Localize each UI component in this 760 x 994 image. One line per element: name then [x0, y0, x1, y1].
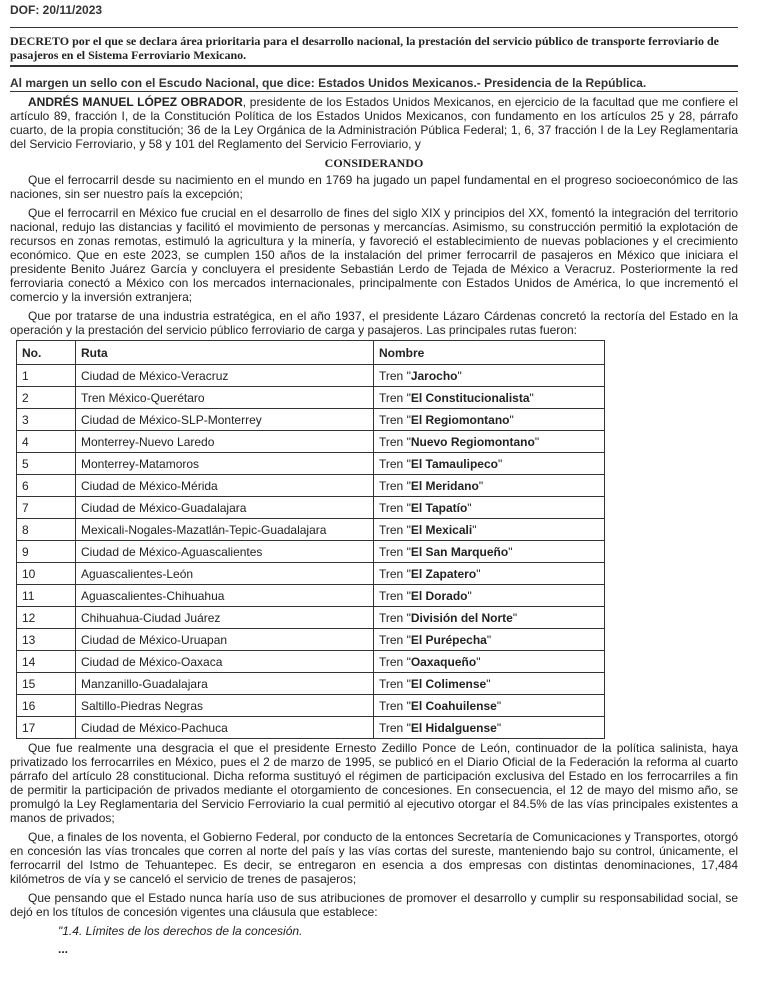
cell-ruta: Ciudad de México-SLP-Monterrey: [76, 409, 374, 431]
margin-divider: [10, 91, 738, 92]
train-prefix: Tren ": [379, 368, 411, 383]
cell-nombre: [374, 629, 605, 651]
intro-text: , presidente de los Estados Unidos Mexicanos, en ejercicio de la facultad que me confiere el artículo 89, fracción I, de la Constitución Política de los Estados Unidos Mexicanos, con fundamento en los artículos 25 y 28, párrafo cuarto, de la propia constitución; 36 de la Ley Orgánica de la Administración Pública Federal; 1, 6, 37 fracción I de la Ley Reglamentaria del Servicio Ferroviario, y 58 y 101 del Reglamento del Servicio Ferroviario, y: [10, 95, 738, 151]
cell-no: 8: [17, 519, 76, 541]
cell-no: 3: [17, 409, 76, 431]
routes-table: [16, 340, 605, 739]
cell-no: 15: [17, 673, 76, 695]
train-suffix: ": [478, 478, 484, 493]
cell-ruta: Ciudad de México-Oaxaca: [76, 651, 374, 673]
cell-no: 5: [17, 453, 76, 475]
train-prefix: Tren ": [379, 500, 411, 515]
table-row: [17, 629, 605, 651]
train-suffix: ": [509, 412, 514, 427]
train-suffix: ": [472, 522, 477, 537]
cell-ruta: Ciudad de México-Guadalajara: [76, 497, 374, 519]
cell-nombre: [374, 541, 605, 563]
cell-no: 13: [17, 629, 76, 651]
train-suffix: ": [467, 500, 472, 515]
table-row: [17, 453, 605, 475]
cell-nombre: [374, 387, 605, 409]
considerando-heading: CONSIDERANDO: [324, 156, 424, 170]
margin-note: Al margen un sello con el Escudo Nacional, que dice: Estados Unidos Mexicanos.- Presidencia de la República.: [10, 76, 647, 90]
train-name: El Purépecha: [410, 632, 487, 647]
cell-ruta: Manzanillo-Guadalajara: [76, 673, 374, 695]
cell-nombre: [374, 695, 605, 717]
intro-paragraph: [10, 95, 738, 151]
table-row: [17, 607, 605, 629]
header-ruta: Ruta: [76, 341, 374, 365]
table-row: [17, 541, 605, 563]
cell-ruta: Ciudad de México-Veracruz: [76, 365, 374, 387]
train-name: El San Marqueño: [410, 544, 509, 559]
train-name: Oaxaqueño: [410, 654, 477, 669]
train-name: El Constitucionalista: [410, 390, 530, 405]
cell-no: 1: [17, 365, 76, 387]
cell-no: 12: [17, 607, 76, 629]
paragraph-3: Que por tratarse de una industria estratégica, en el año 1937, el presidente Lázaro Cárdenas concretó la rectoría del Estado en la operación y la prestación del servicio público ferroviario de carga y pasajeros. Las principales rutas fueron:: [10, 309, 738, 337]
paragraph-5: Que, a finales de los noventa, el Gobierno Federal, por conducto de la entonces Secretaría de Comunicaciones y Transportes, otorgó en concesión las vías troncales que corren al norte del país y las vías cortas del sureste, manteniendo bajo su control, únicamente, el ferrocarril del Istmo de Tehuantepec. Es decir, se entregaron en esencia a dos empresas con distintas denominaciones, 17,484 kilómetros de vía y se canceló el servicio de trenes de pasajeros;: [10, 830, 738, 886]
train-name: Jarocho: [410, 368, 458, 383]
cell-no: 6: [17, 475, 76, 497]
cell-ruta: Ciudad de México-Mérida: [76, 475, 374, 497]
train-suffix: ": [467, 588, 472, 603]
table-header-row: [17, 341, 605, 365]
paragraph-2: Que el ferrocarril en México fue crucial en el desarrollo de fines del siglo XIX y principios del XX, fomentó la integración del territorio nacional, redujo las distancias y facilitó el movimiento de personas y mercancías. Asimismo, su construcción permitió la explotación de recursos en zonas remotas, estimuló la agricultura y la minería, y favoreció el establecimiento de nuevas poblaciones y el crecimiento económico. Que en este 2023, se cumplen 150 años de la instalación del primer ferrocarril de pasajeros en México que iniciara el presidente Benito Juárez García y concluyera el presidente Sebastián Lerdo de Tejada de México a Veracruz. Posteriormente la red ferroviaria conectó a México con los mercados internacionales, principalmente con Estados Unidos de América, lo que incrementó el comercio y la inversión extranjera;: [10, 206, 738, 304]
cell-ruta: Tren México-Querétaro: [76, 387, 374, 409]
cell-nombre: [374, 497, 605, 519]
train-suffix: ": [486, 632, 492, 647]
table-row: [17, 695, 605, 717]
cell-nombre: [374, 651, 605, 673]
train-prefix: Tren ": [379, 720, 411, 735]
table-row: [17, 497, 605, 519]
train-prefix: Tren ": [379, 522, 411, 537]
paragraph-1: Que el ferrocarril desde su nacimiento en el mundo en 1769 ha jugado un papel fundamental en el progreso socioeconómico de las naciones, sin ser nuestro país la excepción;: [10, 173, 738, 201]
train-name: El Regiomontano: [410, 412, 510, 427]
train-suffix: ": [512, 610, 518, 625]
cell-nombre: [374, 717, 605, 739]
train-name: El Mexicali: [410, 522, 473, 537]
train-suffix: ": [496, 720, 502, 735]
table-row: [17, 387, 605, 409]
cell-no: 7: [17, 497, 76, 519]
train-suffix: ": [486, 676, 491, 691]
table-row: [17, 651, 605, 673]
table-row: [17, 673, 605, 695]
dof-date: DOF: 20/11/2023: [10, 3, 103, 17]
train-suffix: ": [476, 654, 481, 669]
train-prefix: Tren ": [379, 434, 411, 449]
president-name: ANDRÉS MANUEL LÓPEZ OBRADOR: [28, 95, 243, 109]
train-name: El Coahuilense: [410, 698, 497, 713]
cell-ruta: Ciudad de México-Pachuca: [76, 717, 374, 739]
quoted-clause: "1.4. Límites de los derechos de la concesión.: [58, 924, 303, 938]
cell-ruta: Aguascalientes-León: [76, 563, 374, 585]
cell-nombre: [374, 519, 605, 541]
cell-no: 11: [17, 585, 76, 607]
table-row: [17, 585, 605, 607]
train-name: El Tapatío: [410, 500, 468, 515]
cell-no: 2: [17, 387, 76, 409]
train-suffix: ": [529, 390, 534, 405]
cell-ruta: Monterrey-Nuevo Laredo: [76, 431, 374, 453]
cell-no: 14: [17, 651, 76, 673]
cell-nombre: [374, 453, 605, 475]
table-row: [17, 519, 605, 541]
train-suffix: ": [497, 456, 503, 471]
ellipsis: ...: [58, 942, 69, 956]
train-prefix: Tren ": [379, 566, 411, 581]
header-no: No.: [17, 341, 76, 365]
table-row: [17, 475, 605, 497]
cell-nombre: [374, 365, 605, 387]
train-prefix: Tren ": [379, 632, 411, 647]
cell-nombre: [374, 475, 605, 497]
train-name: El Meridano: [410, 478, 479, 493]
cell-ruta: Aguascalientes-Chihuahua: [76, 585, 374, 607]
table-row: [17, 365, 605, 387]
cell-nombre: [374, 607, 605, 629]
cell-nombre: [374, 563, 605, 585]
train-name: División del Norte: [410, 610, 513, 625]
cell-ruta: Ciudad de México-Aguascalientes: [76, 541, 374, 563]
table-row: [17, 717, 605, 739]
train-prefix: Tren ": [379, 698, 411, 713]
train-name: El Dorado: [410, 588, 468, 603]
train-prefix: Tren ": [379, 456, 411, 471]
train-name: El Hidalguense: [410, 720, 497, 735]
train-prefix: Tren ": [379, 478, 411, 493]
train-suffix: ": [496, 698, 502, 713]
cell-ruta: Chihuahua-Ciudad Juárez: [76, 607, 374, 629]
train-name: Nuevo Regiomontano: [410, 434, 535, 449]
cell-no: 10: [17, 563, 76, 585]
cell-ruta: Ciudad de México-Uruapan: [76, 629, 374, 651]
cell-ruta: Mexicali-Nogales-Mazatlán-Tepic-Guadalajara: [76, 519, 374, 541]
train-prefix: Tren ": [379, 676, 411, 691]
train-suffix: ": [457, 368, 462, 383]
cell-ruta: Monterrey-Matamoros: [76, 453, 374, 475]
decree-title: DECRETO por el que se declara área prioritaria para el desarrollo nacional, la prestación del servicio público de transporte ferroviario de pasajeros en el Sistema Ferroviario Mexicano.: [10, 34, 719, 62]
paragraph-6: Que pensando que el Estado nunca haría uso de sus atribuciones de promover el desarrollo y cumplir su responsabilidad social, se dejó en los títulos de concesión vigentes una cláusula que establece:: [10, 891, 738, 919]
routes-table-body: [17, 365, 605, 739]
paragraph-4: Que fue realmente una desgracia el que el presidente Ernesto Zedillo Ponce de León, continuador de la política salinista, haya privatizado los ferrocarriles en México, pues el 2 de marzo de 1995, se publicó en el Diario Oficial de la Federación la reforma al cuarto párrafo del artículo 28 constitucional. Dicha reforma sustituyó el régimen de participación exclusiva del Estado en los ferrocarriles a fin de permitir la participación de privados mediante el otorgamiento de concesiones. En consecuencia, el 12 de mayo del mismo año, se promulgó la Ley Reglamentaria del Servicio Ferroviario la cual permitió al ejecutivo otorgar el 84.5% de las vías principales existentes a manos de privados;: [10, 741, 738, 825]
table-row: [17, 431, 605, 453]
cell-ruta: Saltillo-Piedras Negras: [76, 695, 374, 717]
train-suffix: ": [508, 544, 513, 559]
train-prefix: Tren ": [379, 610, 411, 625]
train-prefix: Tren ": [379, 390, 411, 405]
train-prefix: Tren ": [379, 412, 411, 427]
table-row: [17, 563, 605, 585]
train-prefix: Tren ": [379, 544, 411, 559]
cell-nombre: [374, 673, 605, 695]
cell-no: 16: [17, 695, 76, 717]
cell-no: 17: [17, 717, 76, 739]
train-suffix: ": [476, 566, 481, 581]
train-prefix: Tren ": [379, 588, 411, 603]
train-suffix: ": [534, 434, 540, 449]
train-name: El Tamaulipeco: [410, 456, 498, 471]
cell-nombre: [374, 585, 605, 607]
train-name: El Zapatero: [410, 566, 477, 581]
train-prefix: Tren ": [379, 654, 411, 669]
train-name: El Colimense: [410, 676, 487, 691]
table-row: [17, 409, 605, 431]
cell-nombre: [374, 409, 605, 431]
cell-nombre: [374, 431, 605, 453]
cell-no: 9: [17, 541, 76, 563]
cell-no: 4: [17, 431, 76, 453]
header-nombre: Nombre: [374, 341, 605, 365]
